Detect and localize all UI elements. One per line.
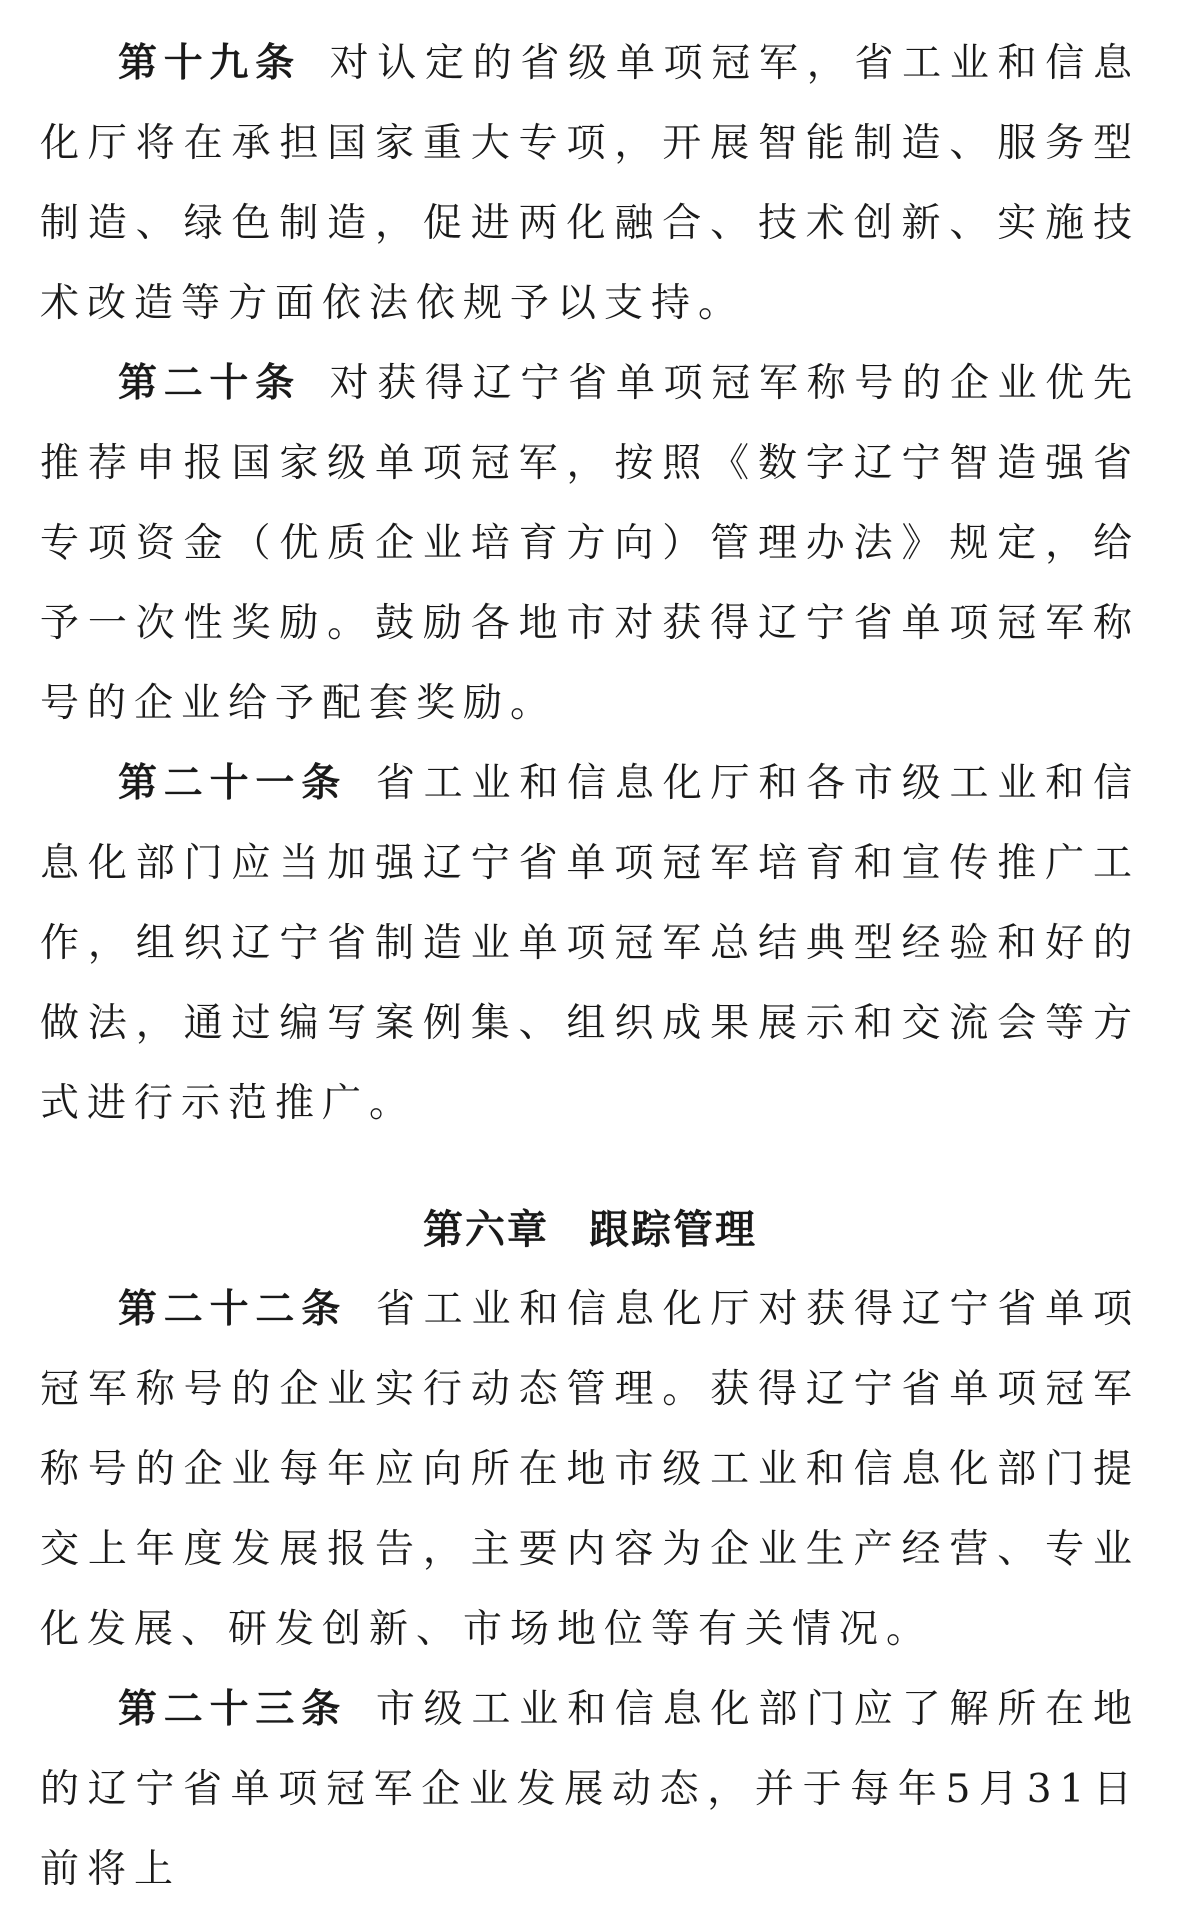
article-19 bbox=[40, 24, 1140, 344]
article-number: 第二十一条 bbox=[118, 761, 348, 806]
article-20 bbox=[40, 344, 1140, 744]
chapter-number: 第六章 bbox=[423, 1207, 549, 1253]
article-text: 对获得辽宁省单项冠军称号的企业优先推荐申报国家级单项冠军，按照《数字辽宁智造强省专项资金（优质企业培育方向）管理办法》规定，给予一次性奖励。鼓励各地市对获得辽宁省单项冠军称号的企业给予配套奖励。 bbox=[40, 361, 1140, 726]
chapter-title: 跟踪管理 bbox=[589, 1207, 757, 1253]
article-text: 省工业和信息化厅对获得辽宁省单项冠军称号的企业实行动态管理。获得辽宁省单项冠军称号的企业每年应向所在地市级工业和信息化部门提交上年度发展报告，主要内容为企业生产经营、专业化发展、研发创新、市场地位等有关情况。 bbox=[40, 1287, 1140, 1652]
article-text: 对认定的省级单项冠军，省工业和信息化厅将在承担国家重大专项，开展智能制造、服务型制造、绿色制造，促进两化融合、技术创新、实施技术改造等方面依法依规予以支持。 bbox=[40, 41, 1140, 326]
chapter-heading bbox=[40, 1190, 1140, 1270]
article-number: 第二十三条 bbox=[118, 1687, 348, 1732]
article-21 bbox=[40, 744, 1140, 1144]
article-number: 第二十条 bbox=[118, 361, 301, 406]
article-22 bbox=[40, 1270, 1140, 1670]
article-text: 省工业和信息化厅和各市级工业和信息化部门应当加强辽宁省单项冠军培育和宣传推广工作，组织辽宁省制造业单项冠军总结典型经验和好的做法，通过编写案例集、组织成果展示和交流会等方式进行示范推广。 bbox=[40, 761, 1140, 1126]
article-23 bbox=[40, 1670, 1140, 1910]
article-number: 第十九条 bbox=[118, 41, 301, 86]
article-number: 第二十二条 bbox=[118, 1287, 348, 1332]
article-text: 市级工业和信息化部门应了解所在地的辽宁省单项冠军企业发展动态，并于每年5月31日前将上 bbox=[40, 1687, 1140, 1892]
